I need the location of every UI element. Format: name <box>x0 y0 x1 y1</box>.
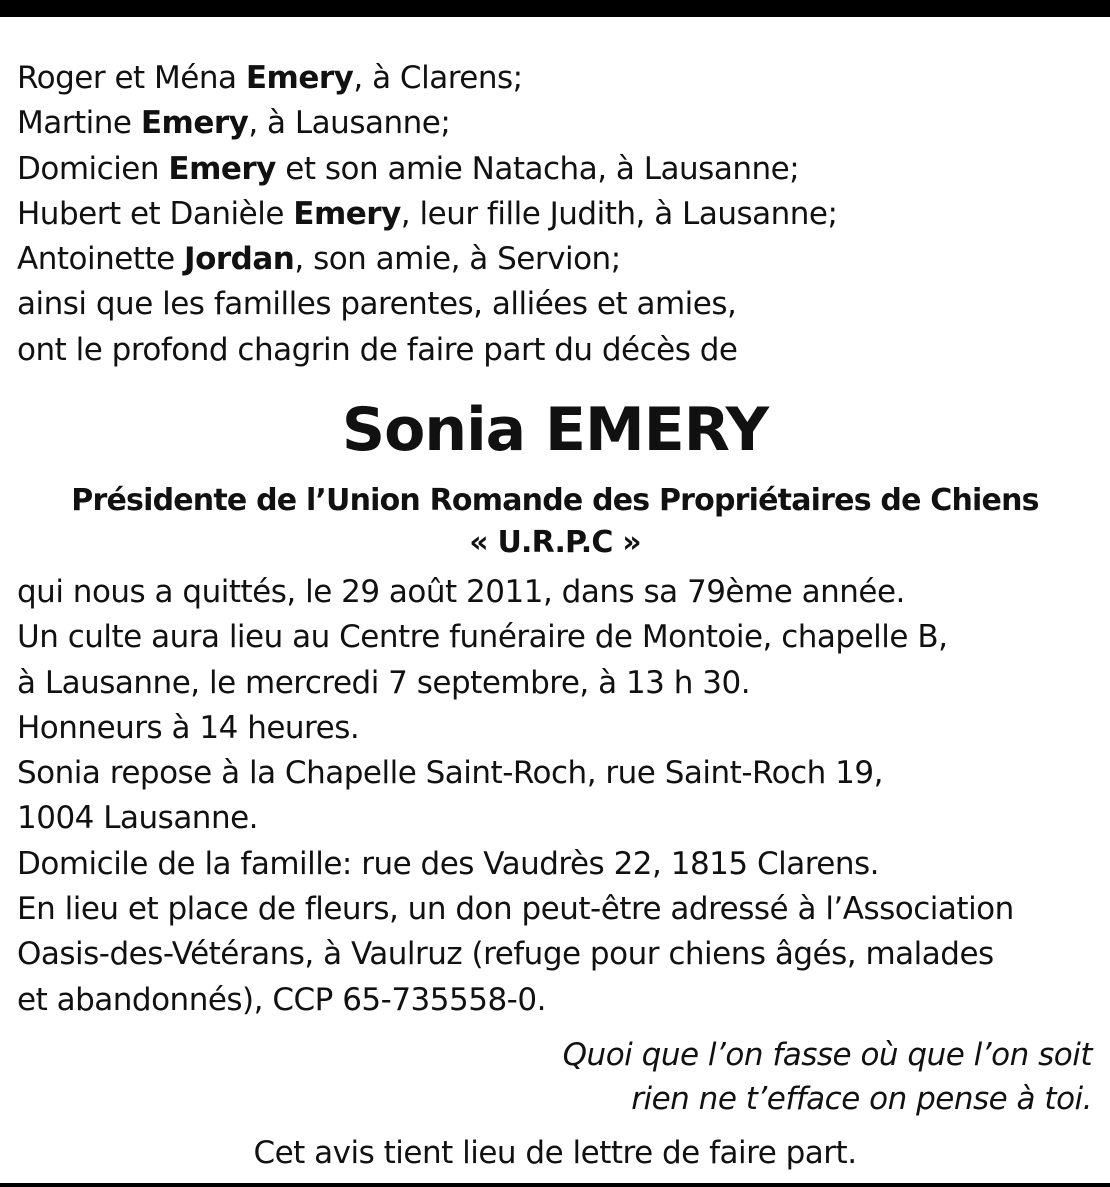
surname: Emery <box>168 150 276 187</box>
details-line: qui nous a quittés, le 29 août 2011, dans sa 79ème année. <box>17 574 905 610</box>
family-line: Hubert et Danièle Emery, leur fille Judith, à Lausanne; <box>17 195 838 232</box>
deceased-role <box>0 480 1110 564</box>
bottom-border-rule <box>0 1183 1110 1187</box>
poem-line: rien ne t’efface on pense à toi. <box>631 1081 1092 1117</box>
details-line: Oasis-des-Vétérans, à Vaulruz (refuge pour chiens âgés, malades <box>17 936 994 973</box>
family-line: Roger et Ména Emery, à Clarens; <box>17 60 523 96</box>
funeral-details <box>17 570 1097 1023</box>
closing-note: Cet avis tient lieu de lettre de faire part. <box>253 1135 857 1171</box>
role-title: Présidente de l’Union Romande des Propriétaires de Chiens <box>71 483 1039 518</box>
details-line: à Lausanne, le mercredi 7 septembre, à 13 h 30. <box>17 664 751 701</box>
details-line: et abandonnés), CCP 65-735558-0. <box>17 981 546 1018</box>
surname: Jordan <box>184 241 295 278</box>
details-line: En lieu et place de fleurs, un don peut-être adressé à l’Association <box>17 891 1014 928</box>
details-line: Domicile de la famille: rue des Vaudrès 22, 1815 Clarens. <box>17 845 880 882</box>
family-announcement <box>17 56 1097 373</box>
surname: Emery <box>293 195 401 232</box>
family-line: Antoinette Jordan, son amie, à Servion; <box>17 241 621 278</box>
poem-line: Quoi que l’on fasse où que l’on soit <box>562 1037 1092 1073</box>
surname: Emery <box>245 60 354 96</box>
family-line: ainsi que les familles parentes, alliées et amies, <box>17 286 737 323</box>
deceased-name: Sonia EMERY <box>341 395 769 465</box>
family-line: Domicien Emery et son amie Natacha, à Lausanne; <box>17 150 800 187</box>
details-line: Honneurs à 14 heures. <box>17 709 360 746</box>
details-line: Un culte aura lieu au Centre funéraire de Montoie, chapelle B, <box>17 619 948 656</box>
memorial-poem <box>563 1033 1092 1121</box>
family-line: Martine Emery, à Lausanne; <box>17 105 451 142</box>
organization-acronym: « U.R.P.C » <box>469 525 641 560</box>
family-line: ont le profond chagrin de faire part du décès de <box>17 331 738 368</box>
top-border-rule <box>0 0 1110 17</box>
details-line: Sonia repose à la Chapelle Saint-Roch, rue Saint-Roch 19, <box>17 755 883 792</box>
surname: Emery <box>140 105 249 142</box>
details-line: 1004 Lausanne. <box>17 800 259 837</box>
